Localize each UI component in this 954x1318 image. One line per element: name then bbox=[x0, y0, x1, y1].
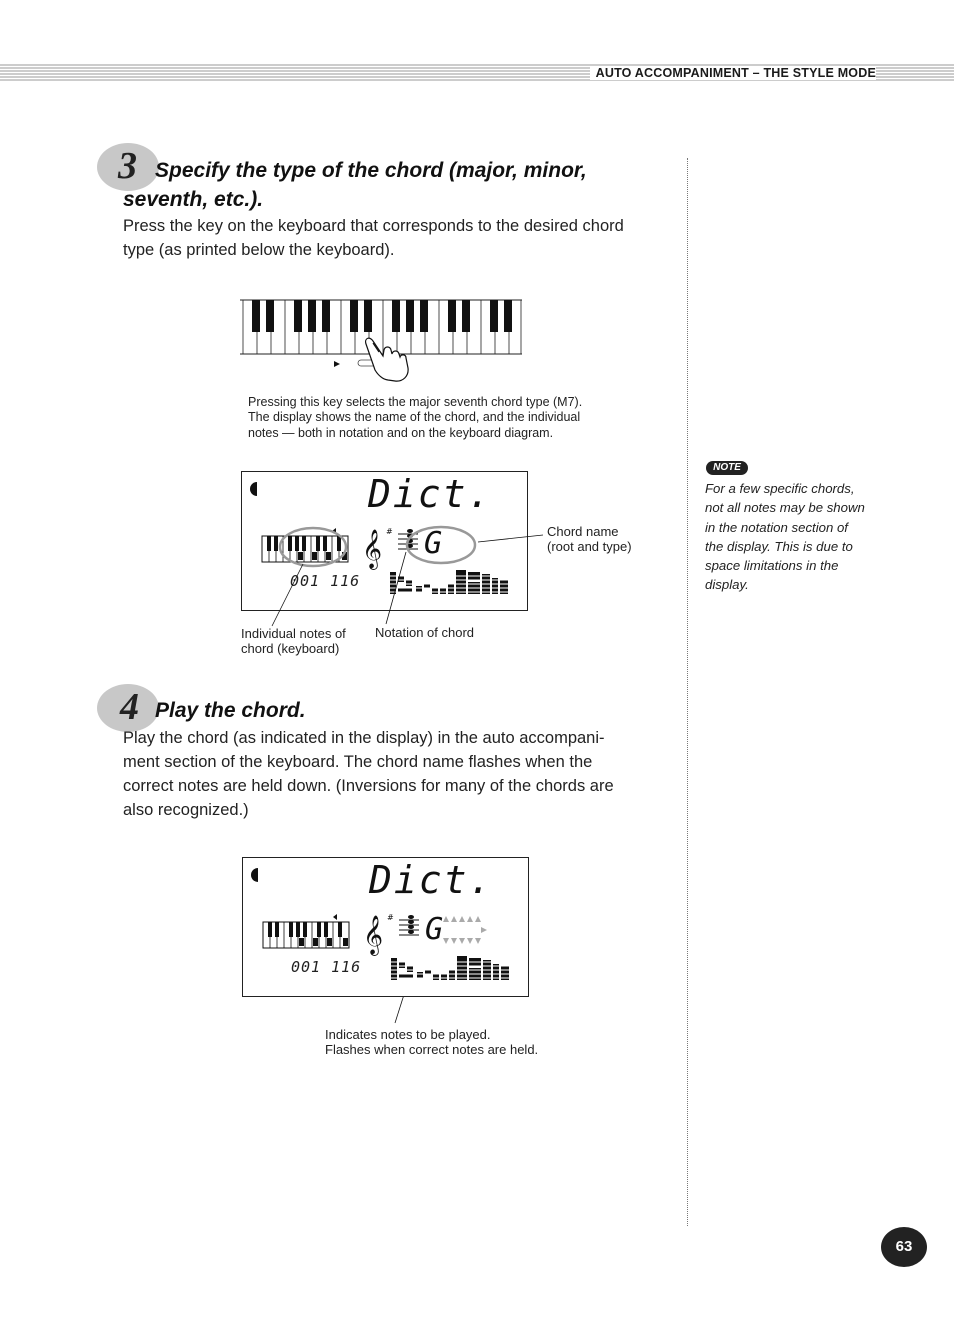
lcd-counter: 001 116 bbox=[290, 572, 361, 590]
step3-number: 3 bbox=[118, 145, 137, 187]
step3-title-line2: seventh, etc.). bbox=[123, 188, 264, 211]
svg-text:#: # bbox=[386, 527, 393, 536]
callout-keyboard-line2: chord (keyboard) bbox=[241, 641, 340, 656]
callout-chord-name-line1: Chord name bbox=[547, 524, 619, 539]
step4-body-line4: also recognized.) bbox=[123, 801, 249, 819]
lcd-chord-symbol: G bbox=[424, 526, 443, 561]
step4-body-line3: correct notes are held down. (Inversions for many of the chords are bbox=[123, 777, 614, 795]
note-badge: NOTE bbox=[706, 461, 748, 475]
step4-callout-line2: Flashes when correct notes are held. bbox=[325, 1042, 539, 1057]
step4-number: 4 bbox=[120, 686, 139, 728]
callout-chord-name-line2: (root and type) bbox=[547, 539, 632, 554]
keyboard-caption-line2: The display shows the name of the chord, and the individual bbox=[248, 410, 581, 424]
step4-callout-line1: Indicates notes to be played. bbox=[325, 1027, 491, 1042]
step4-body-line2: ment section of the keyboard. The chord name flashes when the bbox=[123, 753, 593, 771]
lcd-mode-text: Dict. bbox=[369, 858, 494, 902]
page-number: 63 bbox=[881, 1227, 927, 1267]
lcd-chord-symbol: G bbox=[425, 912, 444, 947]
keyboard-caption-line1: Pressing this key selects the major seventh chord type (M7). bbox=[248, 395, 583, 409]
step3-body-line2: type (as printed below the keyboard). bbox=[123, 241, 395, 259]
lcd-mode-text: Dict. bbox=[368, 472, 493, 516]
step4-body-line1: Play the chord (as indicated in the display) in the auto accompani- bbox=[123, 729, 605, 747]
lcd-counter: 001 116 bbox=[291, 958, 362, 976]
lcd-display-step4 bbox=[242, 857, 529, 997]
svg-text:𝄞: 𝄞 bbox=[362, 529, 383, 569]
step3-title-line1: Specify the type of the chord (major, minor, bbox=[155, 159, 587, 182]
step3-body-line1: Press the key on the keyboard that corresponds to the desired chord bbox=[123, 217, 624, 235]
lcd-keyboard-diagram bbox=[263, 920, 351, 950]
callout-notation: Notation of chord bbox=[375, 625, 475, 640]
callout-keyboard-line1: Individual notes of bbox=[241, 626, 346, 641]
lcd-indicator-icon bbox=[251, 868, 259, 882]
step4-title: Play the chord. bbox=[155, 699, 306, 722]
svg-text:𝄞: 𝄞 bbox=[363, 915, 384, 955]
keyboard-caption-line3: notes — both in notation and on the keyboard diagram. bbox=[248, 426, 554, 440]
sidebar-note-text: For a few specific chords, not all notes may be shown in the notation section of the display. This is due to space limitations in the display. bbox=[705, 481, 865, 593]
lcd-dot-matrix bbox=[391, 956, 513, 982]
svg-text:#: # bbox=[387, 913, 394, 922]
lcd-flash-indicator bbox=[441, 916, 489, 946]
running-header: AUTO ACCOMPANIMENT – THE STYLE MODE bbox=[590, 66, 876, 80]
